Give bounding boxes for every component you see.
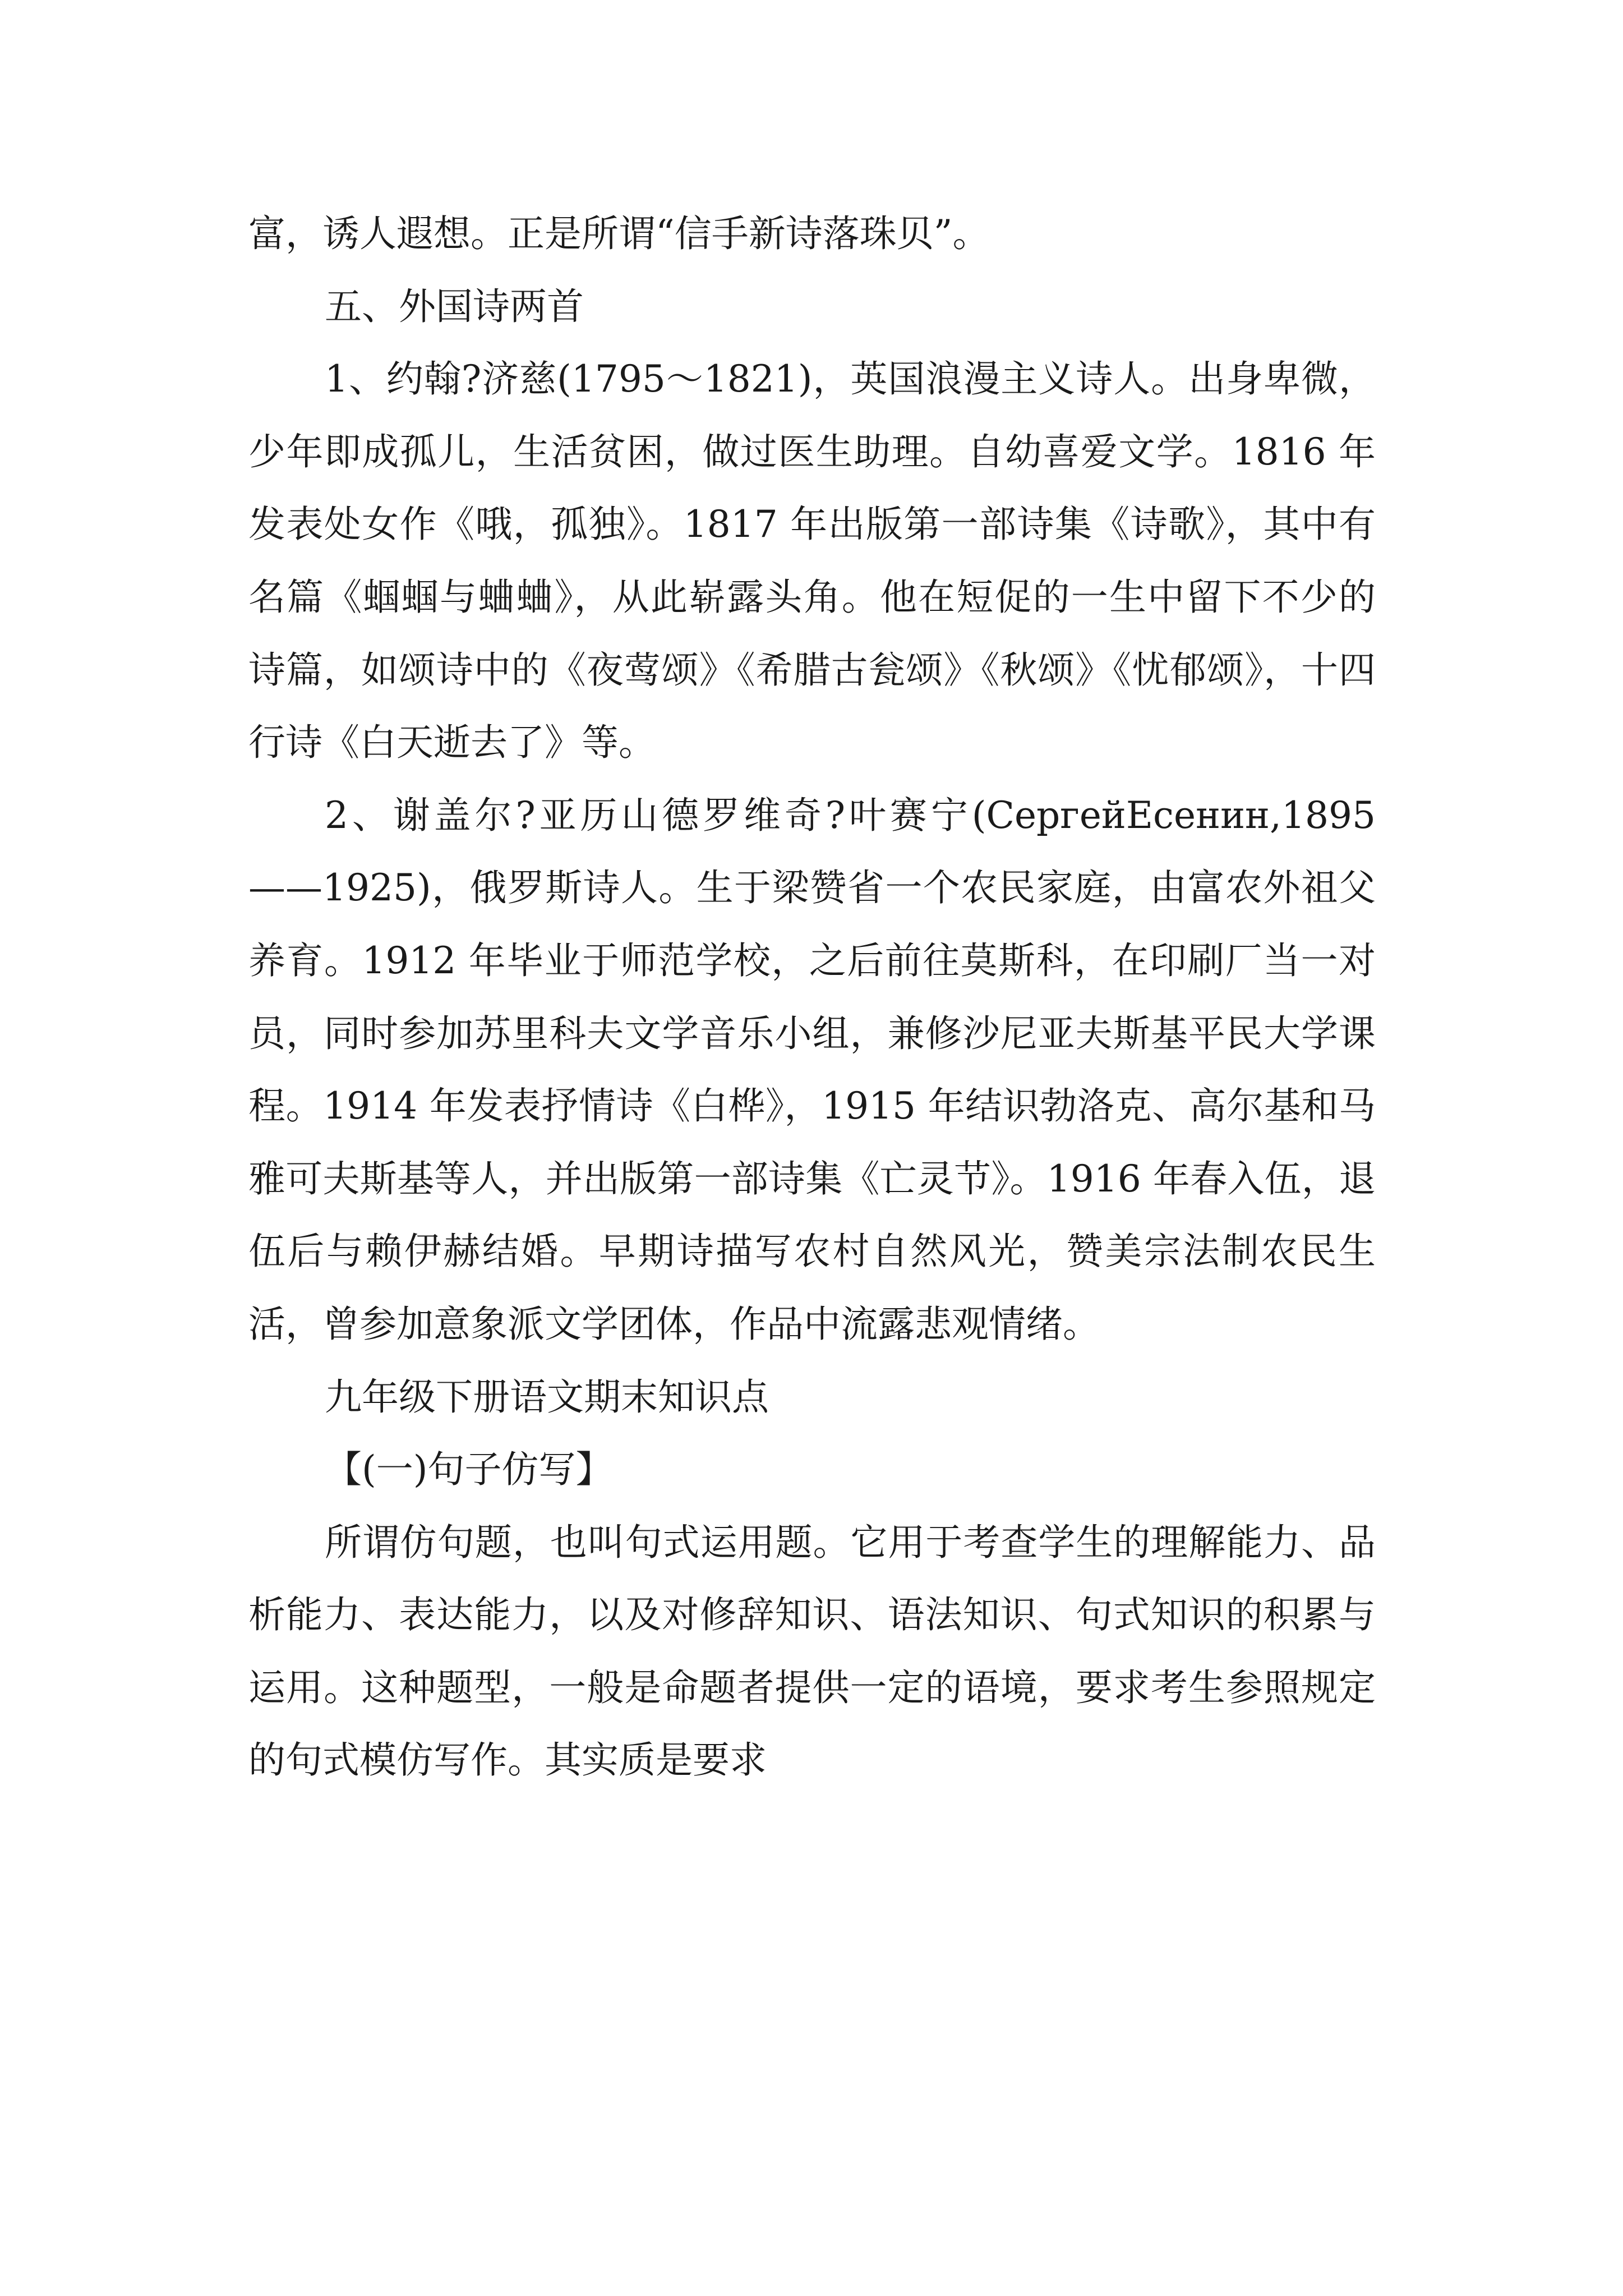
section-heading-foreign-poems: 五、外国诗两首 — [325, 284, 584, 328]
paragraph-continuation: 富，诱人遐想。正是所谓“信手新诗落珠贝”。 — [248, 212, 990, 255]
paragraph-imitation-explanation: 所谓仿句题，也叫句式运用题。它用于考查学生的理解能力、品析能力、表达能力，以及对修辞知识、语法知识、句式知识的积累与运用。这种题型，一般是命题者提供一定的语境，要求考生参照规定的句式模仿写作。其实质是要求 — [248, 1520, 1376, 1782]
paragraph-yesenin: 2、谢盖尔?亚历山德罗维奇?叶赛宁(СергейЕсенин,1895——1925)，俄罗斯诗人。生于梁赞省一个农民家庭，由富农外祖父养育。1912 年毕业于师范学校，之后前往莫斯科，在印刷厂当一对员，同时参加苏里科夫文学音乐小组，兼修沙尼亚夫斯基平民大学课程。1914 年发表抒情诗《白桦》，1915 年结识勃洛克、高尔基和马雅可夫斯基等人，并出版第一部诗集《亡灵节》。1916 年春入伍，退伍后与赖伊赫结婚。早期诗描写农村自然风光，赞美宗法制农民生活，曾参加意象派文学团体，作品中流露悲观情绪。 — [248, 793, 1376, 1346]
paragraph-keats: 1、约翰?济慈(1795～1821)，英国浪漫主义诗人。出身卑微，少年即成孤儿，生活贫困，做过医生助理。自幼喜爱文学。1816 年发表处女作《哦，孤独》。1817 年出版第一部诗集《诗歌》，其中有名篇《蝈蝈与蛐蛐》，从此崭露头角。他在短促的一生中留下不少的诗篇，如颂诗中的《夜莺颂》《希腊古瓮颂》《秋颂》《忧郁颂》，十四行诗《白天逝去了》等。 — [248, 357, 1376, 765]
document-body — [248, 197, 1376, 1797]
section-heading-grade9: 九年级下册语文期末知识点 — [325, 1375, 769, 1419]
subheading-sentence-imitation: 【(一)句子仿写】 — [325, 1448, 613, 1492]
